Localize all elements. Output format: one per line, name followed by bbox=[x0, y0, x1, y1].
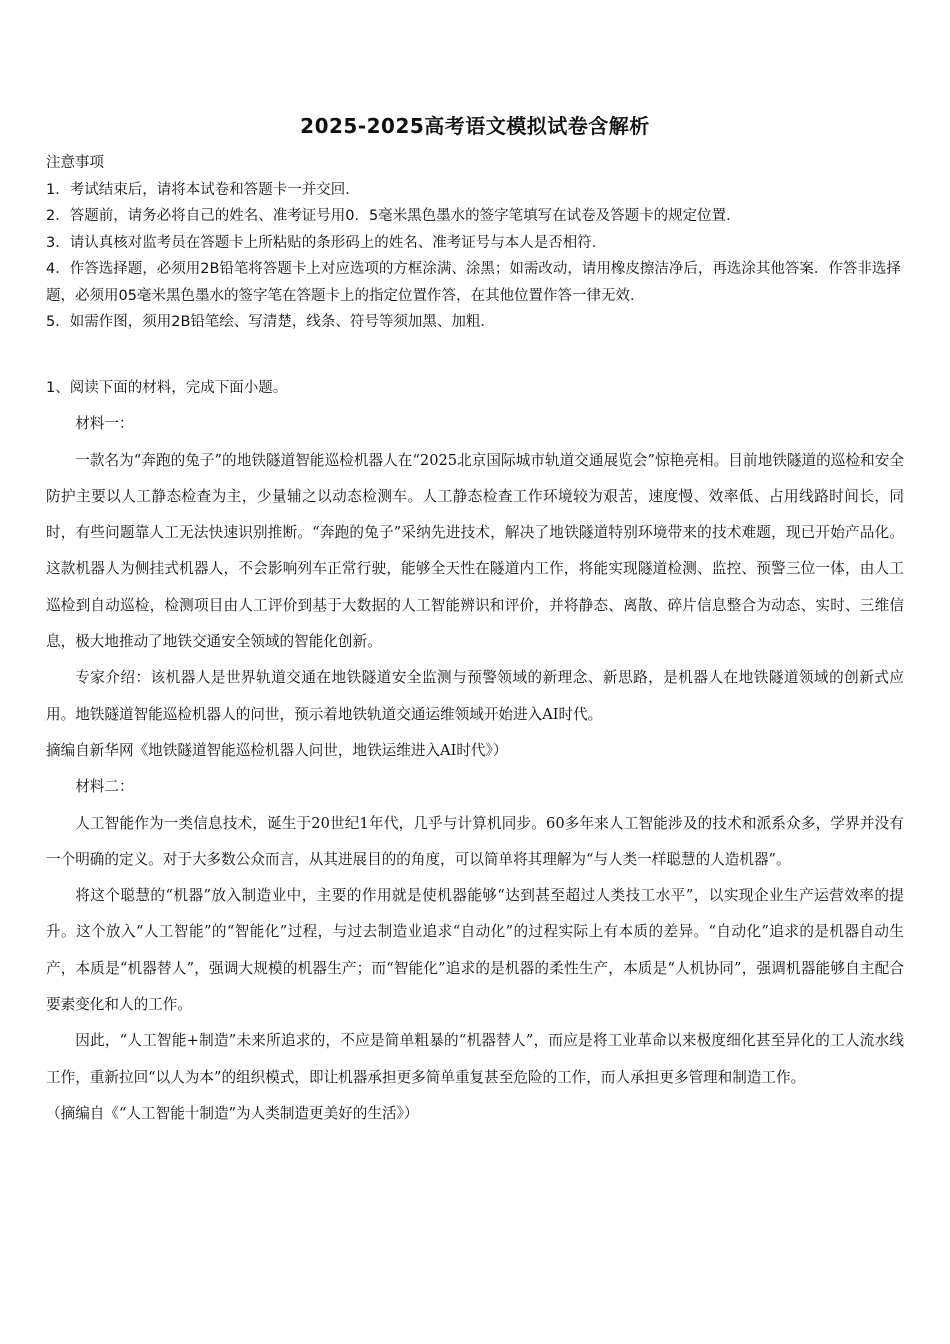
question-section bbox=[46, 370, 904, 1132]
notice-section bbox=[46, 150, 906, 336]
material-one-label: 材料一： bbox=[75, 415, 134, 433]
notice-item: 3．请认真核对监考员在答题卡上所粘贴的条形码上的姓名、准考证号与本人是否相符． bbox=[46, 234, 607, 251]
material-one-paragraph: 一款名为“奔跑的兔子”的地铁隧道智能巡检机器人在“2025北京国际城市轨道交通展览会”惊艳亮相。目前地铁隧道的巡检和安全防护主要以人工静态检查为主，少量辅之以动态检测车。人工静态检查工作环境较为艰苦，速度慢、效率低、占用线路时间长，同时，有些问题靠人工无法快速识别推断。“奔跑的兔子”采纳先进技术，解决了地铁隧道特别环境带来的技术难题，现已开始产品化。这款机器人为侧挂式机器人，不会影响列车正常行驶，能够全天性在隧道内工作，将能实现隧道检测、监控、预警三位一体，由人工巡检到自动巡检，检测项目由人工评价到基于大数据的人工智能辨识和评价，并将静态、离散、碎片信息整合为动态、实时、三维信息，极大地推动了地铁交通安全领域的智能化创新。 bbox=[46, 451, 904, 651]
material-two-source: （摘编自《“人工智能十制造”为人类制造更美好的生活》） bbox=[46, 1104, 419, 1122]
notice-item: 2．答题前，请务必将自己的姓名、准考证号用0．5毫米黑色墨水的签字笔填写在试卷及答题卡的规定位置． bbox=[46, 208, 741, 224]
material-two-label: 材料二： bbox=[75, 778, 134, 796]
notice-heading: 注意事项 bbox=[46, 155, 104, 171]
material-two-paragraph: 因此，“人工智能+制造”未来所追求的，不应是简单粗暴的“机器替人”，而应是将工业革命以来极度细化甚至异化的工人流水线工作，重新拉回“以人为本”的组织模式，即让机器承担更多简单重复甚至危险的工作，而人承担更多管理和制造工作。 bbox=[46, 1032, 904, 1086]
material-one-paragraph: 专家介绍：该机器人是世界轨道交通在地铁隧道安全监测与预警领域的新理念、新思路，是机器人在地铁隧道领域的创新式应用。地铁隧道智能巡检机器人的问世，预示着地铁轨道交通运维领域开始进入AI时代。 bbox=[46, 669, 904, 723]
notice-item: 1．考试结束后，请将本试卷和答题卡一并交回． bbox=[46, 181, 360, 198]
question-stem: 1、阅读下面的材料，完成下面小题。 bbox=[46, 380, 288, 396]
notice-item: 4．作答选择题，必须用2B铅笔将答题卡上对应选项的方框涂满、涂黑；如需改动，请用橡皮擦洁净后，再选涂其他答案．作答非选择题，必须用05毫米黑色墨水的签字笔在答题卡上的指定位置作答，在其他位置作答一律无效． bbox=[46, 261, 901, 304]
material-two-paragraph: 将这个聪慧的“机器”放入制造业中，主要的作用就是使机器能够“达到甚至超过人类技工水平”，以实现企业生产运营效率的提升。这个放入“人工智能”的“智能化”过程，与过去制造业追求“自动化”的过程实际上有本质的差异。“自动化”追求的是机器自动生产，本质是“机器替人”，强调大规模的机器生产；而“智能化”追求的是机器的柔性生产，本质是“人机协同”，强调机器能够自主配合要素变化和人的工作。 bbox=[46, 887, 904, 1014]
notice-item: 5．如需作图，须用2B铅笔绘、写清楚，线条、符号等须加黑、加粗． bbox=[46, 314, 495, 330]
material-one-source: 摘编自新华网《地铁隧道智能巡检机器人问世，地铁运维进入AI时代》） bbox=[46, 741, 508, 759]
page-title: 2025-2025高考语文模拟试卷含解析 bbox=[300, 114, 650, 138]
material-two-paragraph: 人工智能作为一类信息技术，诞生于20世纪1年代，几乎与计算机同步。60多年来人工智能涉及的技术和派系众多，学界并没有一个明确的定义。对于大多数公众而言，从其进展目的的角度，可以简单将其理解为“与人类一样聪慧的人造机器”。 bbox=[46, 814, 904, 868]
